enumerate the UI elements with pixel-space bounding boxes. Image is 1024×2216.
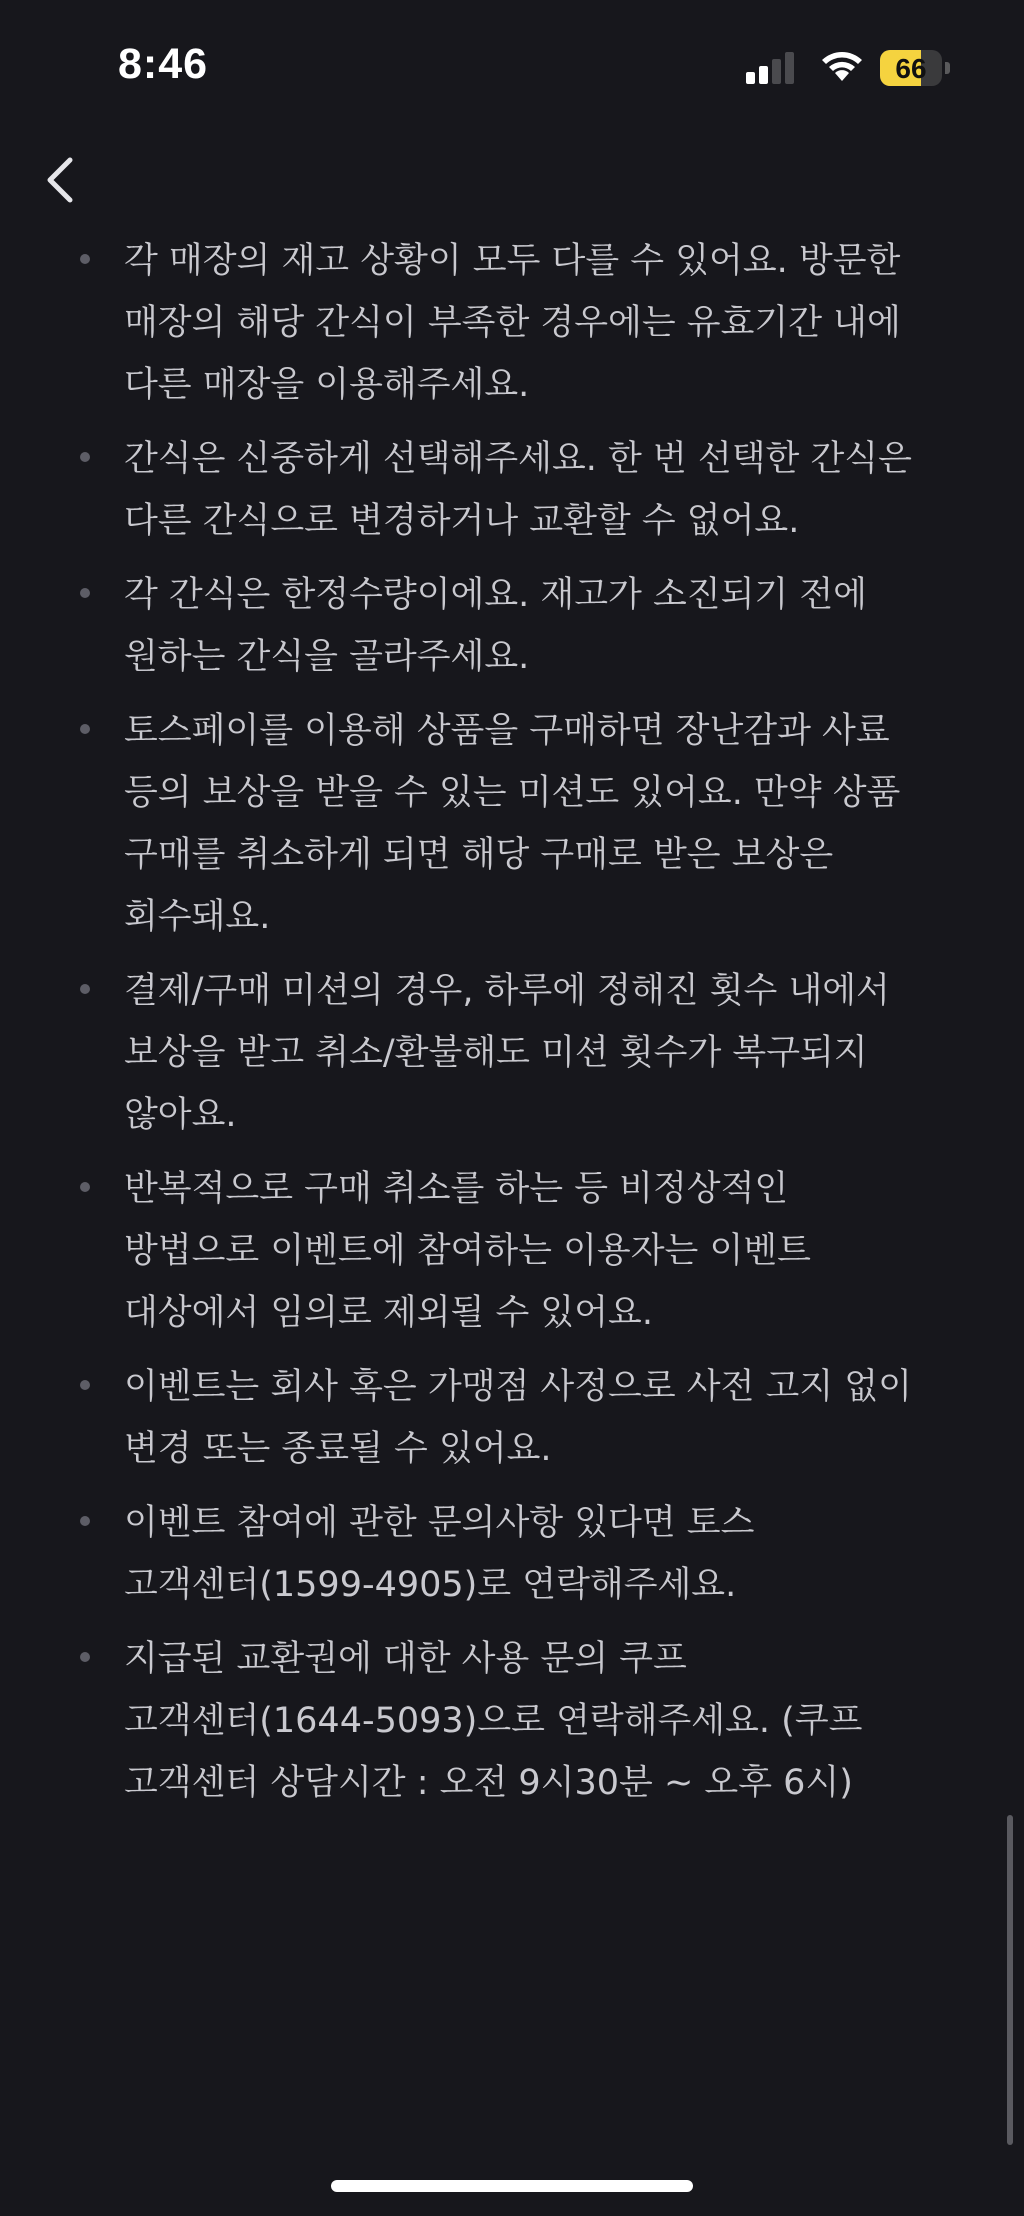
wifi-icon <box>820 50 864 84</box>
bullet-icon <box>80 1516 90 1526</box>
notice-text: 반복적으로 구매 취소를 하는 등 비정상적인 방법으로 이벤트에 참여하는 이용자는 이벤트 대상에서 임의로 제외될 수 있어요. <box>124 1169 811 1333</box>
notice-item <box>0 960 1024 1146</box>
home-indicator[interactable] <box>331 2180 693 2192</box>
notice-text: 각 간식은 한정수량이에요. 재고가 소진되기 전에 원하는 간식을 골라주세요. <box>124 575 867 677</box>
notice-item <box>0 1492 1024 1616</box>
notice-item <box>0 230 1024 416</box>
bullet-icon <box>80 1380 90 1390</box>
notice-item <box>0 700 1024 948</box>
cellular-signal-icon <box>746 52 796 84</box>
bullet-icon <box>80 452 90 462</box>
bullet-icon <box>80 588 90 598</box>
bullet-icon <box>80 984 90 994</box>
battery-cap <box>945 62 950 74</box>
bullet-icon <box>80 1182 90 1192</box>
back-button[interactable] <box>36 150 92 210</box>
notice-item <box>0 1158 1024 1344</box>
bullet-icon <box>80 724 90 734</box>
status-time: 8:46 <box>118 40 209 88</box>
battery-level: 66 <box>895 53 927 84</box>
notice-text: 이벤트 참여에 관한 문의사항 있다면 토스 고객센터(1599-4905)로 연락해주세요. <box>124 1503 755 1605</box>
battery-body <box>880 50 942 86</box>
notice-text: 지급된 교환권에 대한 사용 문의 쿠프 고객센터(1644-5093)으로 연락해주세요. (쿠프 고객센터 상담시간 : 오전 9시30분 ~ 오후 6시) <box>124 1639 863 1803</box>
notice-item <box>0 1628 1024 1814</box>
bullet-icon <box>80 254 90 264</box>
notice-text: 토스페이를 이용해 상품을 구매하면 장난감과 사료 등의 보상을 받을 수 있는 미션도 있어요. 만약 상품 구매를 취소하게 되면 해당 구매로 받은 보상은 회수돼요. <box>124 711 901 937</box>
status-bar <box>0 0 1024 140</box>
chevron-left-icon <box>36 150 92 210</box>
notice-text: 각 매장의 재고 상황이 모두 다를 수 있어요. 방문한 매장의 해당 간식이 부족한 경우에는 유효기간 내에 다른 매장을 이용해주세요. <box>124 241 901 405</box>
notice-item <box>0 428 1024 552</box>
notice-text: 이벤트는 회사 혹은 가맹점 사정으로 사전 고지 없이 변경 또는 종료될 수 있어요. <box>124 1367 912 1469</box>
notice-text: 간식은 신중하게 선택해주세요. 한 번 선택한 간식은 다른 간식으로 변경하거나 교환할 수 없어요. <box>124 439 912 541</box>
notice-item <box>0 1356 1024 1480</box>
bullet-icon <box>80 1652 90 1662</box>
notice-text: 결제/구매 미션의 경우, 하루에 정해진 횟수 내에서 보상을 받고 취소/환불해도 미션 횟수가 복구되지 않아요. <box>124 971 890 1135</box>
battery-icon <box>880 50 950 86</box>
notice-list <box>0 240 1024 1836</box>
notice-item <box>0 564 1024 688</box>
scroll-indicator[interactable] <box>1007 1815 1013 2145</box>
